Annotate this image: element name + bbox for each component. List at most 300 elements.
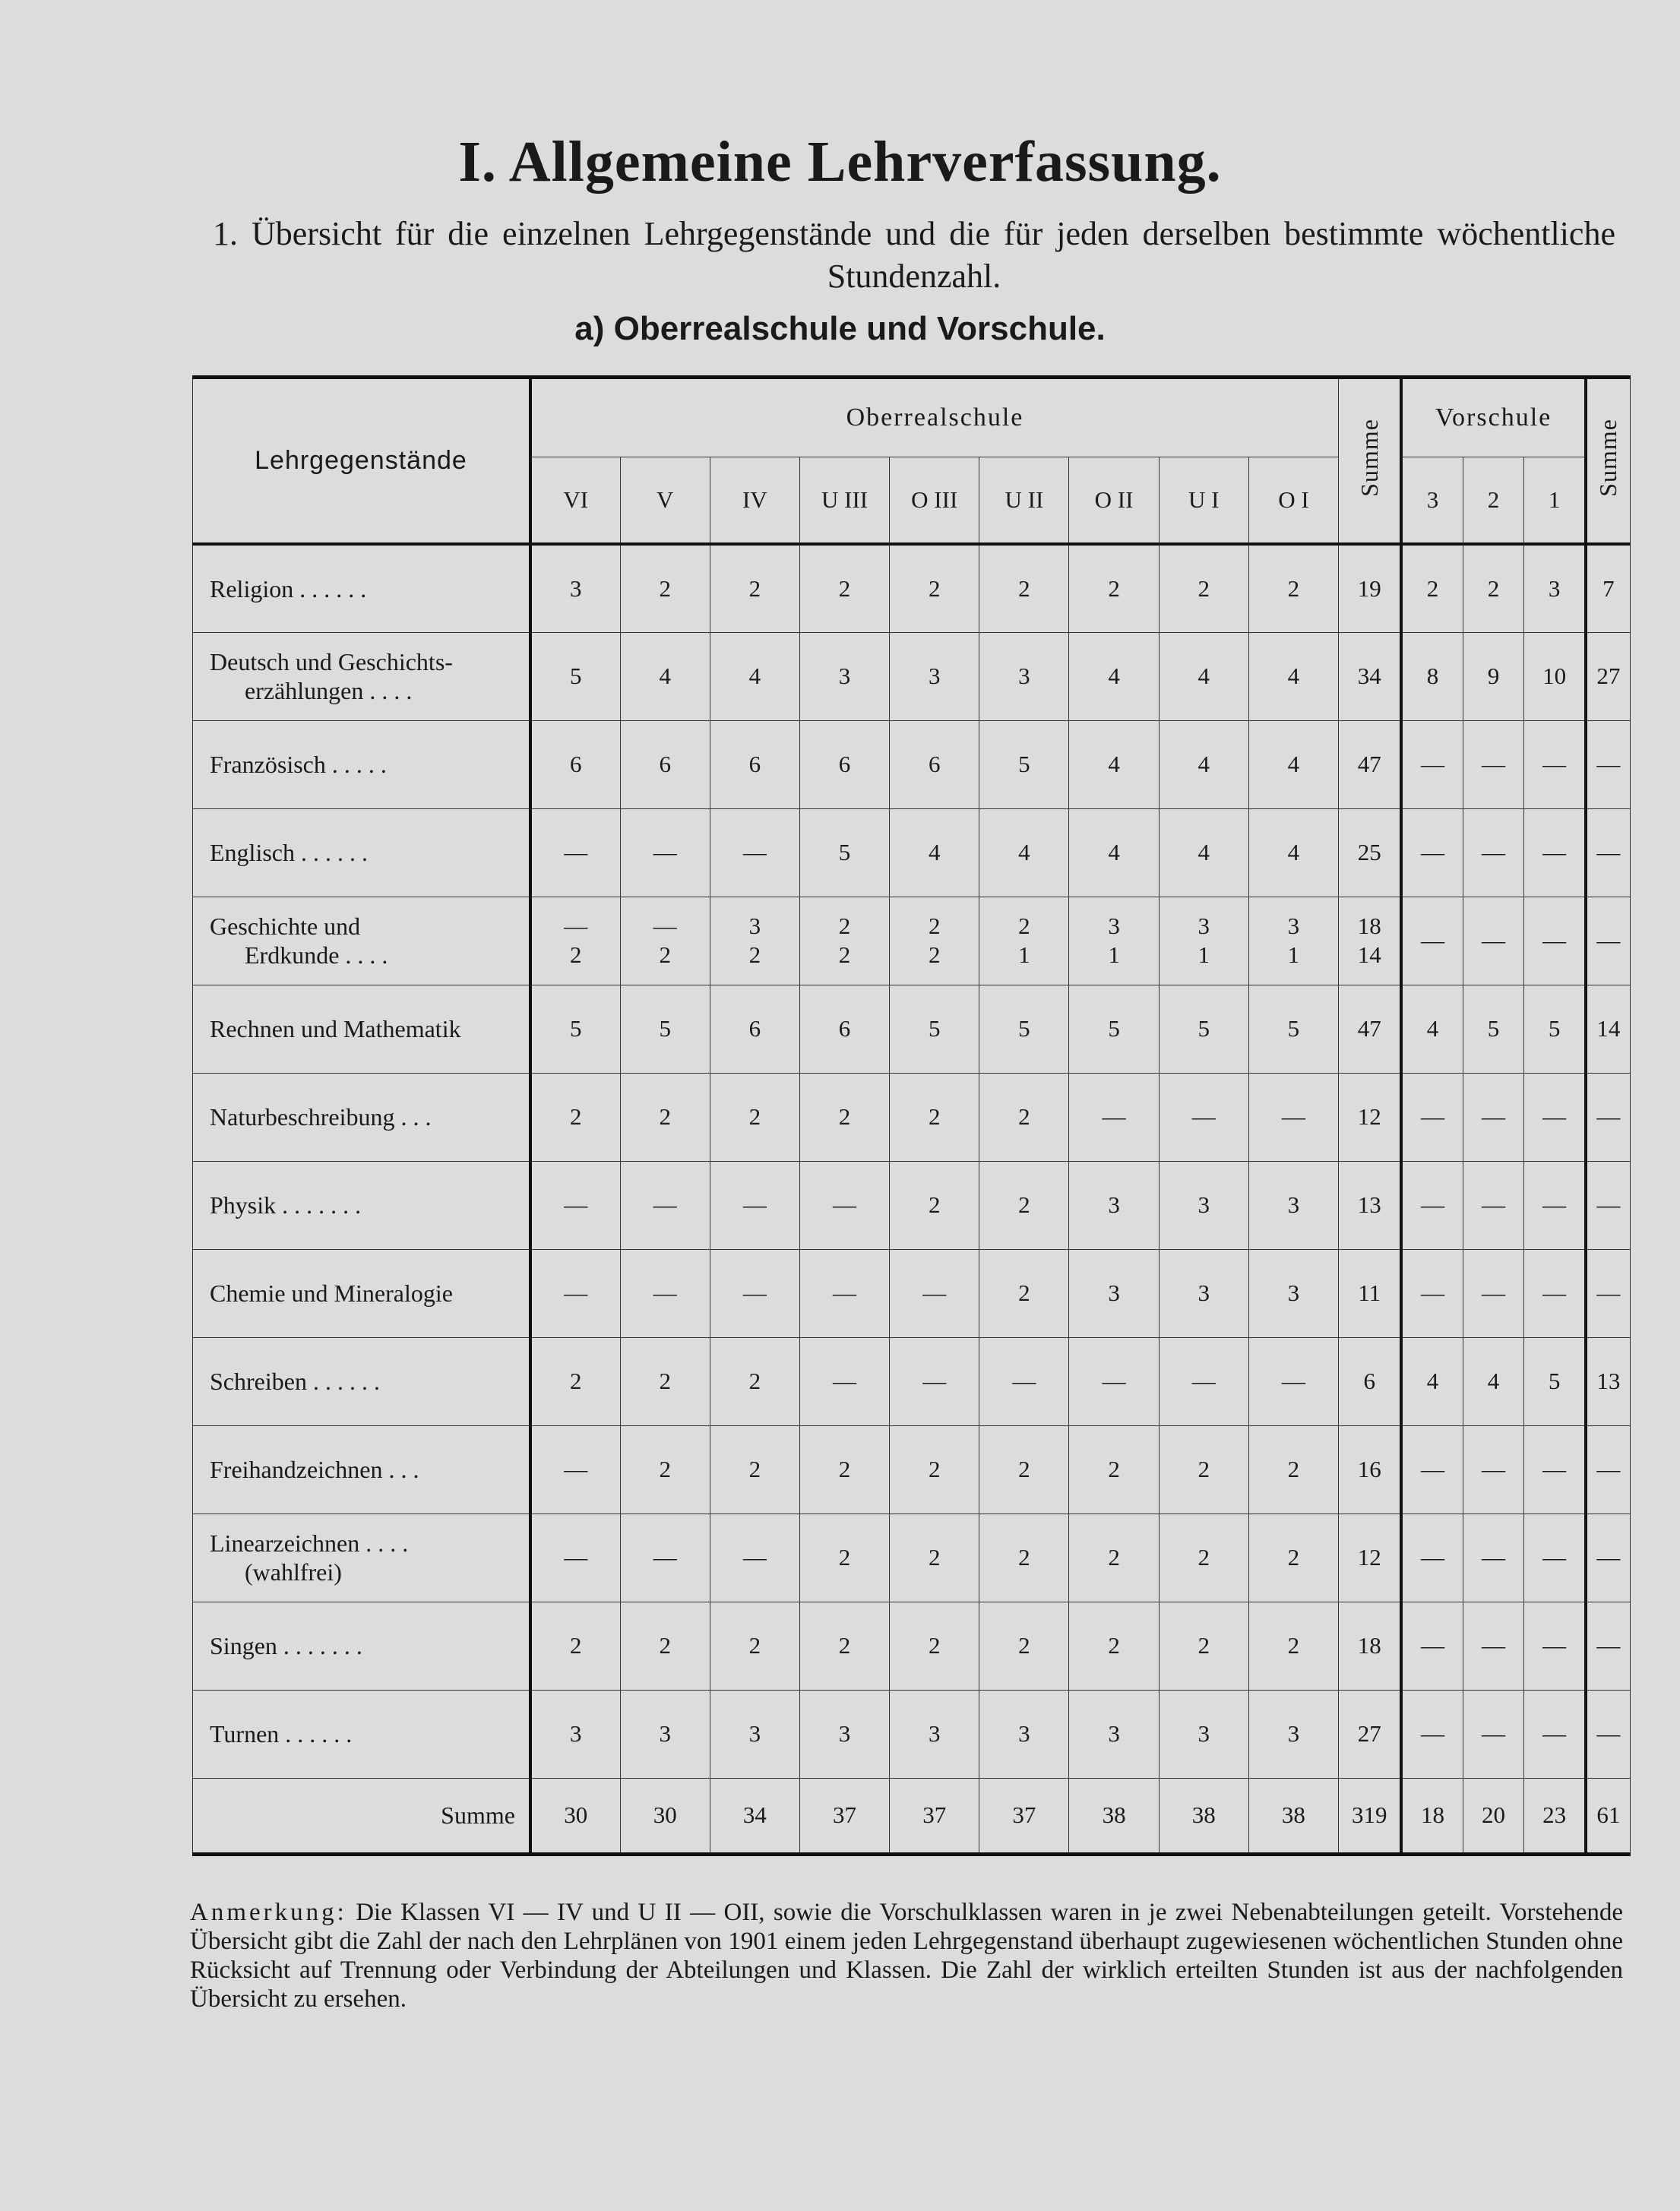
hours-cell: 5 xyxy=(1159,985,1248,1073)
hours-value-bottom: 1 xyxy=(1018,941,1030,968)
vs-sum-cell: — xyxy=(1586,1514,1631,1602)
vs-sum-cell: — xyxy=(1586,808,1631,897)
class-header-ors: U III xyxy=(799,457,889,545)
hours-cell: 3 xyxy=(1248,1690,1338,1778)
hours-cell: 3 xyxy=(1248,1249,1338,1337)
class-header-ors: U I xyxy=(1159,457,1248,545)
hours-cell: 3 xyxy=(890,1690,979,1778)
subject-line: Geschichte und xyxy=(210,913,361,940)
hours-cell: 2 xyxy=(530,1602,620,1690)
table-row xyxy=(193,720,1631,808)
hours-value-bottom: 2 xyxy=(928,941,941,968)
subject-cell xyxy=(193,632,530,720)
hours-cell: 4 xyxy=(1069,632,1159,720)
vs-hours-cell: — xyxy=(1524,720,1586,808)
hours-cell: — xyxy=(530,1514,620,1602)
hours-cell: 2 xyxy=(890,1425,979,1514)
hours-cell: 2 xyxy=(979,1073,1069,1161)
vs-hours-cell: — xyxy=(1524,1425,1586,1514)
table-row xyxy=(193,808,1631,897)
vs-sum-cell: — xyxy=(1586,1073,1631,1161)
hours-cell: — xyxy=(890,1249,979,1337)
vs-sum-cell: — xyxy=(1586,897,1631,985)
subject-line: Rechnen und Mathematik xyxy=(210,1015,461,1042)
subject-cell xyxy=(193,1602,530,1690)
hours-cell: 2 xyxy=(530,1337,620,1425)
hours-cell: 2 xyxy=(1069,1514,1159,1602)
hours-cell: — xyxy=(799,1161,889,1249)
subject-line: erzählungen . . . . xyxy=(245,677,413,704)
hours-cell: — xyxy=(620,1514,710,1602)
subject-line: Linearzeichnen . . . . xyxy=(210,1529,409,1557)
ors-sum-cell: 13 xyxy=(1339,1161,1402,1249)
hours-cell: 3 xyxy=(1159,1690,1248,1778)
hours-cell: 2 xyxy=(1069,544,1159,632)
table-row xyxy=(193,544,1631,632)
hours-cell: 2 xyxy=(890,1602,979,1690)
vs-hours-cell: — xyxy=(1463,1073,1524,1161)
hours-cell-stacked xyxy=(620,897,710,985)
ors-sum-cell: 12 xyxy=(1339,1073,1402,1161)
vs-sum-cell: 20 xyxy=(1463,1778,1524,1854)
hours-cell: 2 xyxy=(799,1073,889,1161)
subject-cell xyxy=(193,897,530,985)
vs-hours-cell: 5 xyxy=(1524,1337,1586,1425)
hours-value-top: — xyxy=(564,913,588,939)
hours-cell: 2 xyxy=(890,544,979,632)
subject-line: Schreiben . . . . . . xyxy=(210,1368,380,1395)
hours-cell: 2 xyxy=(1248,544,1338,632)
vs-hours-cell: — xyxy=(1463,1161,1524,1249)
ors-sum-cell: 19 xyxy=(1339,544,1402,632)
hours-cell: 3 xyxy=(1159,1161,1248,1249)
vs-hours-cell: — xyxy=(1401,1073,1463,1161)
table-row xyxy=(193,985,1631,1073)
vs-hours-cell: 2 xyxy=(1401,544,1463,632)
hours-cell: — xyxy=(890,1337,979,1425)
vs-sum-cell: 14 xyxy=(1586,985,1631,1073)
hours-cell: 6 xyxy=(620,720,710,808)
class-header-ors: U II xyxy=(979,457,1069,545)
hours-cell: 4 xyxy=(1159,632,1248,720)
ors-sum-cell: 18 xyxy=(1339,1602,1402,1690)
hours-value-top: 2 xyxy=(928,913,941,939)
subject-cell xyxy=(193,1514,530,1602)
hours-cell: 5 xyxy=(620,985,710,1073)
vs-hours-cell: — xyxy=(1401,1161,1463,1249)
sum-value-bottom: 14 xyxy=(1357,941,1381,968)
subject-cell xyxy=(193,1161,530,1249)
hours-cell-stacked xyxy=(1248,897,1338,985)
hours-cell: 2 xyxy=(620,1602,710,1690)
vs-sum-cell: — xyxy=(1586,1690,1631,1778)
table-row xyxy=(193,632,1631,720)
hours-cell: 2 xyxy=(799,544,889,632)
hours-cell: 4 xyxy=(1159,720,1248,808)
subject-line: (wahlfrei) xyxy=(245,1558,342,1586)
vorschule-sum-header: Summe xyxy=(1586,378,1631,545)
class-header-ors: O II xyxy=(1069,457,1159,545)
table-row xyxy=(193,1425,1631,1514)
vs-sum-cell: 13 xyxy=(1586,1337,1631,1425)
hours-cell: — xyxy=(710,1514,799,1602)
hours-cell: 2 xyxy=(1069,1425,1159,1514)
hours-cell: 3 xyxy=(1069,1690,1159,1778)
sum-row xyxy=(193,1778,1631,1854)
subject-line: Freihandzeichnen . . . xyxy=(210,1456,419,1483)
vs-hours-cell: 8 xyxy=(1401,632,1463,720)
vs-hours-cell: — xyxy=(1463,1602,1524,1690)
vs-sum-cell: — xyxy=(1586,1425,1631,1514)
subject-cell xyxy=(193,720,530,808)
hours-cell: 3 xyxy=(530,1690,620,1778)
table-row xyxy=(193,897,1631,985)
class-header-ors: V xyxy=(620,457,710,545)
hours-cell: 2 xyxy=(530,1073,620,1161)
ors-sum-cell: 12 xyxy=(1339,1514,1402,1602)
hours-cell: 3 xyxy=(620,1690,710,1778)
hours-cell: — xyxy=(1159,1073,1248,1161)
hours-cell: 5 xyxy=(1069,985,1159,1073)
ors-sum-cell: 47 xyxy=(1339,720,1402,808)
vs-hours-cell: 5 xyxy=(1524,985,1586,1073)
hours-cell: 6 xyxy=(710,720,799,808)
vs-hours-cell: — xyxy=(1524,1249,1586,1337)
vs-hours-cell: — xyxy=(1463,1425,1524,1514)
hours-cell: 2 xyxy=(710,544,799,632)
ors-total-cell: 319 xyxy=(1339,1778,1402,1854)
hours-cell: 3 xyxy=(1248,1161,1338,1249)
hours-value-bottom: 1 xyxy=(1287,941,1300,968)
hours-cell: 2 xyxy=(710,1073,799,1161)
vs-hours-cell: — xyxy=(1463,720,1524,808)
subject-line: Deutsch und Geschichts- xyxy=(210,648,453,675)
hours-cell: — xyxy=(1069,1337,1159,1425)
vs-hours-cell: 5 xyxy=(1463,985,1524,1073)
sum-cell: 30 xyxy=(530,1778,620,1854)
vs-hours-cell: — xyxy=(1463,1690,1524,1778)
hours-cell: 4 xyxy=(1248,808,1338,897)
vs-sum-cell: 7 xyxy=(1586,544,1631,632)
vs-hours-cell: — xyxy=(1524,808,1586,897)
hours-cell: 2 xyxy=(1159,1514,1248,1602)
hours-cell: 3 xyxy=(890,632,979,720)
hours-cell: 4 xyxy=(710,632,799,720)
hours-cell: 2 xyxy=(979,1425,1069,1514)
vs-hours-cell: — xyxy=(1401,1425,1463,1514)
subject-cell xyxy=(193,1425,530,1514)
hours-cell: 6 xyxy=(890,720,979,808)
table-row xyxy=(193,1337,1631,1425)
subject-line: Erdkunde . . . . xyxy=(245,941,388,969)
vs-hours-cell: — xyxy=(1401,720,1463,808)
sum-cell: 37 xyxy=(979,1778,1069,1854)
ors-sum-cell: 34 xyxy=(1339,632,1402,720)
vs-hours-cell: — xyxy=(1401,897,1463,985)
class-header-ors: IV xyxy=(710,457,799,545)
hours-cell: 2 xyxy=(620,1337,710,1425)
vs-hours-cell: — xyxy=(1524,1161,1586,1249)
sum-cell: 38 xyxy=(1248,1778,1338,1854)
class-header-ors: O III xyxy=(890,457,979,545)
sum-label: Summe xyxy=(193,1778,530,1854)
vs-hours-cell: 4 xyxy=(1401,985,1463,1073)
subject-cell xyxy=(193,1690,530,1778)
ors-sum-cell: 11 xyxy=(1339,1249,1402,1337)
hours-cell: 4 xyxy=(1248,632,1338,720)
hours-cell-stacked xyxy=(890,897,979,985)
subject-cell xyxy=(193,808,530,897)
sum-cell: 30 xyxy=(620,1778,710,1854)
hours-cell-stacked xyxy=(979,897,1069,985)
class-header-vs: 3 xyxy=(1401,457,1463,545)
hours-cell: 3 xyxy=(799,1690,889,1778)
hours-cell: 2 xyxy=(1069,1602,1159,1690)
hours-cell: 6 xyxy=(799,985,889,1073)
table-row xyxy=(193,1690,1631,1778)
hours-cell: 5 xyxy=(890,985,979,1073)
hours-cell: 4 xyxy=(1069,808,1159,897)
vs-hours-cell: — xyxy=(1401,808,1463,897)
sum-cell: 37 xyxy=(890,1778,979,1854)
hours-cell: — xyxy=(710,808,799,897)
ors-sum-cell: 25 xyxy=(1339,808,1402,897)
hours-cell: 3 xyxy=(530,544,620,632)
hours-cell: 2 xyxy=(620,1425,710,1514)
hours-cell: 2 xyxy=(979,1602,1069,1690)
hours-cell: 4 xyxy=(1159,808,1248,897)
vs-hours-cell: — xyxy=(1524,1602,1586,1690)
hours-cell: 2 xyxy=(620,544,710,632)
vs-hours-cell: — xyxy=(1401,1514,1463,1602)
footnote xyxy=(190,1898,1623,2013)
hours-cell: — xyxy=(1248,1337,1338,1425)
vs-hours-cell: — xyxy=(1401,1249,1463,1337)
hours-cell: 2 xyxy=(1159,1602,1248,1690)
vs-hours-cell: — xyxy=(1463,808,1524,897)
class-header-ors: O I xyxy=(1248,457,1338,545)
table-row xyxy=(193,1161,1631,1249)
subject-line: Turnen . . . . . . xyxy=(210,1720,353,1748)
hours-cell: — xyxy=(799,1337,889,1425)
oberrealschule-group-header: Oberrealschule xyxy=(530,378,1339,457)
hours-cell-stacked xyxy=(1159,897,1248,985)
hours-cell: 6 xyxy=(530,720,620,808)
hours-value-top: 3 xyxy=(748,913,761,939)
section-title: a) Oberrealschule und Vorschule. xyxy=(574,310,1106,347)
class-header-vs: 2 xyxy=(1463,457,1524,545)
sum-cell: 38 xyxy=(1159,1778,1248,1854)
subject-line: Physik . . . . . . . xyxy=(210,1191,362,1219)
vs-sum-cell: — xyxy=(1586,1249,1631,1337)
vs-hours-cell: — xyxy=(1401,1690,1463,1778)
hours-cell: 4 xyxy=(890,808,979,897)
hours-cell: 4 xyxy=(620,632,710,720)
vs-hours-cell: — xyxy=(1463,897,1524,985)
hours-cell: 2 xyxy=(979,544,1069,632)
hours-cell: 2 xyxy=(1248,1425,1338,1514)
hours-cell: 3 xyxy=(979,632,1069,720)
subject-line: Naturbeschreibung . . . xyxy=(210,1103,432,1131)
subject-cell xyxy=(193,985,530,1073)
hours-cell: — xyxy=(530,1425,620,1514)
hours-cell: — xyxy=(620,808,710,897)
hours-value-top: 2 xyxy=(838,913,851,939)
hours-cell: — xyxy=(1069,1073,1159,1161)
vs-hours-cell: 3 xyxy=(1524,544,1586,632)
hours-value-top: 3 xyxy=(1108,913,1120,939)
vs-hours-cell: 4 xyxy=(1401,1337,1463,1425)
hours-cell: 4 xyxy=(1069,720,1159,808)
hours-cell: 5 xyxy=(979,720,1069,808)
hours-cell-stacked xyxy=(710,897,799,985)
ors-sum-cell: 6 xyxy=(1339,1337,1402,1425)
hours-cell: — xyxy=(710,1249,799,1337)
hours-value-top: — xyxy=(653,913,677,939)
sum-cell: 38 xyxy=(1069,1778,1159,1854)
hours-cell: 5 xyxy=(979,985,1069,1073)
hours-cell: — xyxy=(710,1161,799,1249)
vs-hours-cell: — xyxy=(1463,1514,1524,1602)
hours-cell: 2 xyxy=(799,1425,889,1514)
vs-hours-cell: — xyxy=(1401,1602,1463,1690)
subject-line: Französisch . . . . . xyxy=(210,751,387,778)
hours-cell: 2 xyxy=(710,1425,799,1514)
hours-cell: 2 xyxy=(620,1073,710,1161)
hours-cell: — xyxy=(530,1249,620,1337)
ors-sum-cell: 27 xyxy=(1339,1690,1402,1778)
vs-hours-cell: — xyxy=(1524,1514,1586,1602)
vs-hours-cell: — xyxy=(1524,897,1586,985)
hours-cell: 2 xyxy=(979,1514,1069,1602)
hours-value-bottom: 1 xyxy=(1198,941,1210,968)
subject-line: Singen . . . . . . . xyxy=(210,1632,362,1659)
table-row xyxy=(193,1073,1631,1161)
hours-value-bottom: 2 xyxy=(659,941,671,968)
vorschule-group-header: Vorschule xyxy=(1401,378,1585,457)
sum-cell: 37 xyxy=(799,1778,889,1854)
hours-cell: 6 xyxy=(710,985,799,1073)
hours-cell: 2 xyxy=(890,1514,979,1602)
subject-column-header: Lehrgegenstände xyxy=(193,378,530,545)
vs-sum-cell: — xyxy=(1586,1161,1631,1249)
hours-cell: — xyxy=(530,1161,620,1249)
hours-cell: 2 xyxy=(979,1161,1069,1249)
hours-value-bottom: 2 xyxy=(838,941,851,968)
hours-cell-stacked xyxy=(1069,897,1159,985)
vs-sum-cell: 18 xyxy=(1401,1778,1463,1854)
hours-value-bottom: 2 xyxy=(748,941,761,968)
vs-sum-cell: 23 xyxy=(1524,1778,1586,1854)
vs-total-cell: 61 xyxy=(1586,1778,1631,1854)
hours-cell: — xyxy=(620,1249,710,1337)
hours-value-top: 3 xyxy=(1287,913,1300,939)
table-row xyxy=(193,1602,1631,1690)
sum-value-top: 18 xyxy=(1357,913,1381,939)
vs-hours-cell: 2 xyxy=(1463,544,1524,632)
ors-sum-cell-stacked xyxy=(1339,897,1402,985)
hours-cell: — xyxy=(1159,1337,1248,1425)
hours-cell: 2 xyxy=(799,1514,889,1602)
hours-cell: 3 xyxy=(979,1690,1069,1778)
subject-cell xyxy=(193,544,530,632)
hours-value-bottom: 1 xyxy=(1108,941,1120,968)
subject-line: Religion . . . . . . xyxy=(210,574,367,603)
hours-cell: — xyxy=(979,1337,1069,1425)
hours-cell: 2 xyxy=(799,1602,889,1690)
vs-hours-cell: — xyxy=(1463,1249,1524,1337)
hours-cell: 5 xyxy=(530,985,620,1073)
hours-cell: — xyxy=(620,1161,710,1249)
oberrealschule-sum-header: Summe xyxy=(1339,378,1402,545)
vs-hours-cell: — xyxy=(1524,1690,1586,1778)
hours-value-top: 2 xyxy=(1018,913,1030,939)
hours-cell: — xyxy=(1248,1073,1338,1161)
hours-cell: 5 xyxy=(530,632,620,720)
vs-sum-cell: — xyxy=(1586,1602,1631,1690)
hours-cell: 2 xyxy=(710,1602,799,1690)
sum-cell: 34 xyxy=(710,1778,799,1854)
vs-hours-cell: — xyxy=(1524,1073,1586,1161)
hours-cell: 4 xyxy=(1248,720,1338,808)
hours-cell: — xyxy=(530,808,620,897)
subject-cell xyxy=(193,1337,530,1425)
class-header-ors: VI xyxy=(530,457,620,545)
hours-cell: 5 xyxy=(1248,985,1338,1073)
vs-hours-cell: 9 xyxy=(1463,632,1524,720)
hours-cell-stacked xyxy=(530,897,620,985)
hours-cell: 3 xyxy=(799,632,889,720)
hours-cell: 2 xyxy=(979,1249,1069,1337)
ors-sum-cell: 47 xyxy=(1339,985,1402,1073)
hours-cell: 2 xyxy=(1159,544,1248,632)
lesson-hours-table xyxy=(192,375,1631,1856)
subject-line: Chemie und Mineralogie xyxy=(210,1279,453,1307)
table-row xyxy=(193,1249,1631,1337)
footnote-label: Anmerkung: xyxy=(190,1899,347,1926)
page-heading: I. Allgemeine Lehrverfassung. xyxy=(458,130,1222,194)
hours-cell: 4 xyxy=(979,808,1069,897)
page-subheading: 1. Übersicht für die einzelnen Lehrgegenstände und die für jeden derselben bestimmte wöchentliche Stundenzahl. xyxy=(213,215,1615,295)
vs-sum-cell: 27 xyxy=(1586,632,1631,720)
hours-cell: 2 xyxy=(1159,1425,1248,1514)
hours-cell: 5 xyxy=(799,808,889,897)
hours-cell-stacked xyxy=(799,897,889,985)
hours-cell: 3 xyxy=(1069,1249,1159,1337)
hours-cell: — xyxy=(799,1249,889,1337)
hours-cell: 2 xyxy=(890,1073,979,1161)
hours-value-bottom: 2 xyxy=(570,941,582,968)
vs-hours-cell: 4 xyxy=(1463,1337,1524,1425)
hours-cell: 2 xyxy=(1248,1514,1338,1602)
hours-cell: 3 xyxy=(710,1690,799,1778)
hours-cell: 3 xyxy=(1159,1249,1248,1337)
table-row xyxy=(193,1514,1631,1602)
subject-line: Englisch . . . . . . xyxy=(210,839,368,866)
class-header-vs: 1 xyxy=(1524,457,1586,545)
hours-cell: 2 xyxy=(890,1161,979,1249)
hours-value-top: 3 xyxy=(1198,913,1210,939)
hours-cell: 2 xyxy=(1248,1602,1338,1690)
subject-cell xyxy=(193,1073,530,1161)
ors-sum-cell: 16 xyxy=(1339,1425,1402,1514)
hours-cell: 3 xyxy=(1069,1161,1159,1249)
hours-cell: 2 xyxy=(710,1337,799,1425)
subject-cell xyxy=(193,1249,530,1337)
hours-cell: 6 xyxy=(799,720,889,808)
vs-sum-cell: — xyxy=(1586,720,1631,808)
footnote-text: Die Klassen VI — IV und U II — OII, sowie die Vorschulklassen waren in je zwei Nebenabteilungen geteilt. Vorstehende Übersicht gibt die Zahl der nach den Lehrplänen von 1901 einem jeden Lehrgegenstand überhaupt zugewiesenen wöchentlichen Stunden ohne Rücksicht auf Trennung oder Verbindung der Abteilungen und Klassen. Die Zahl der wirklich erteilten Stunden ist aus der nachfolgenden Übersicht zu ersehen. xyxy=(190,1899,1624,2013)
